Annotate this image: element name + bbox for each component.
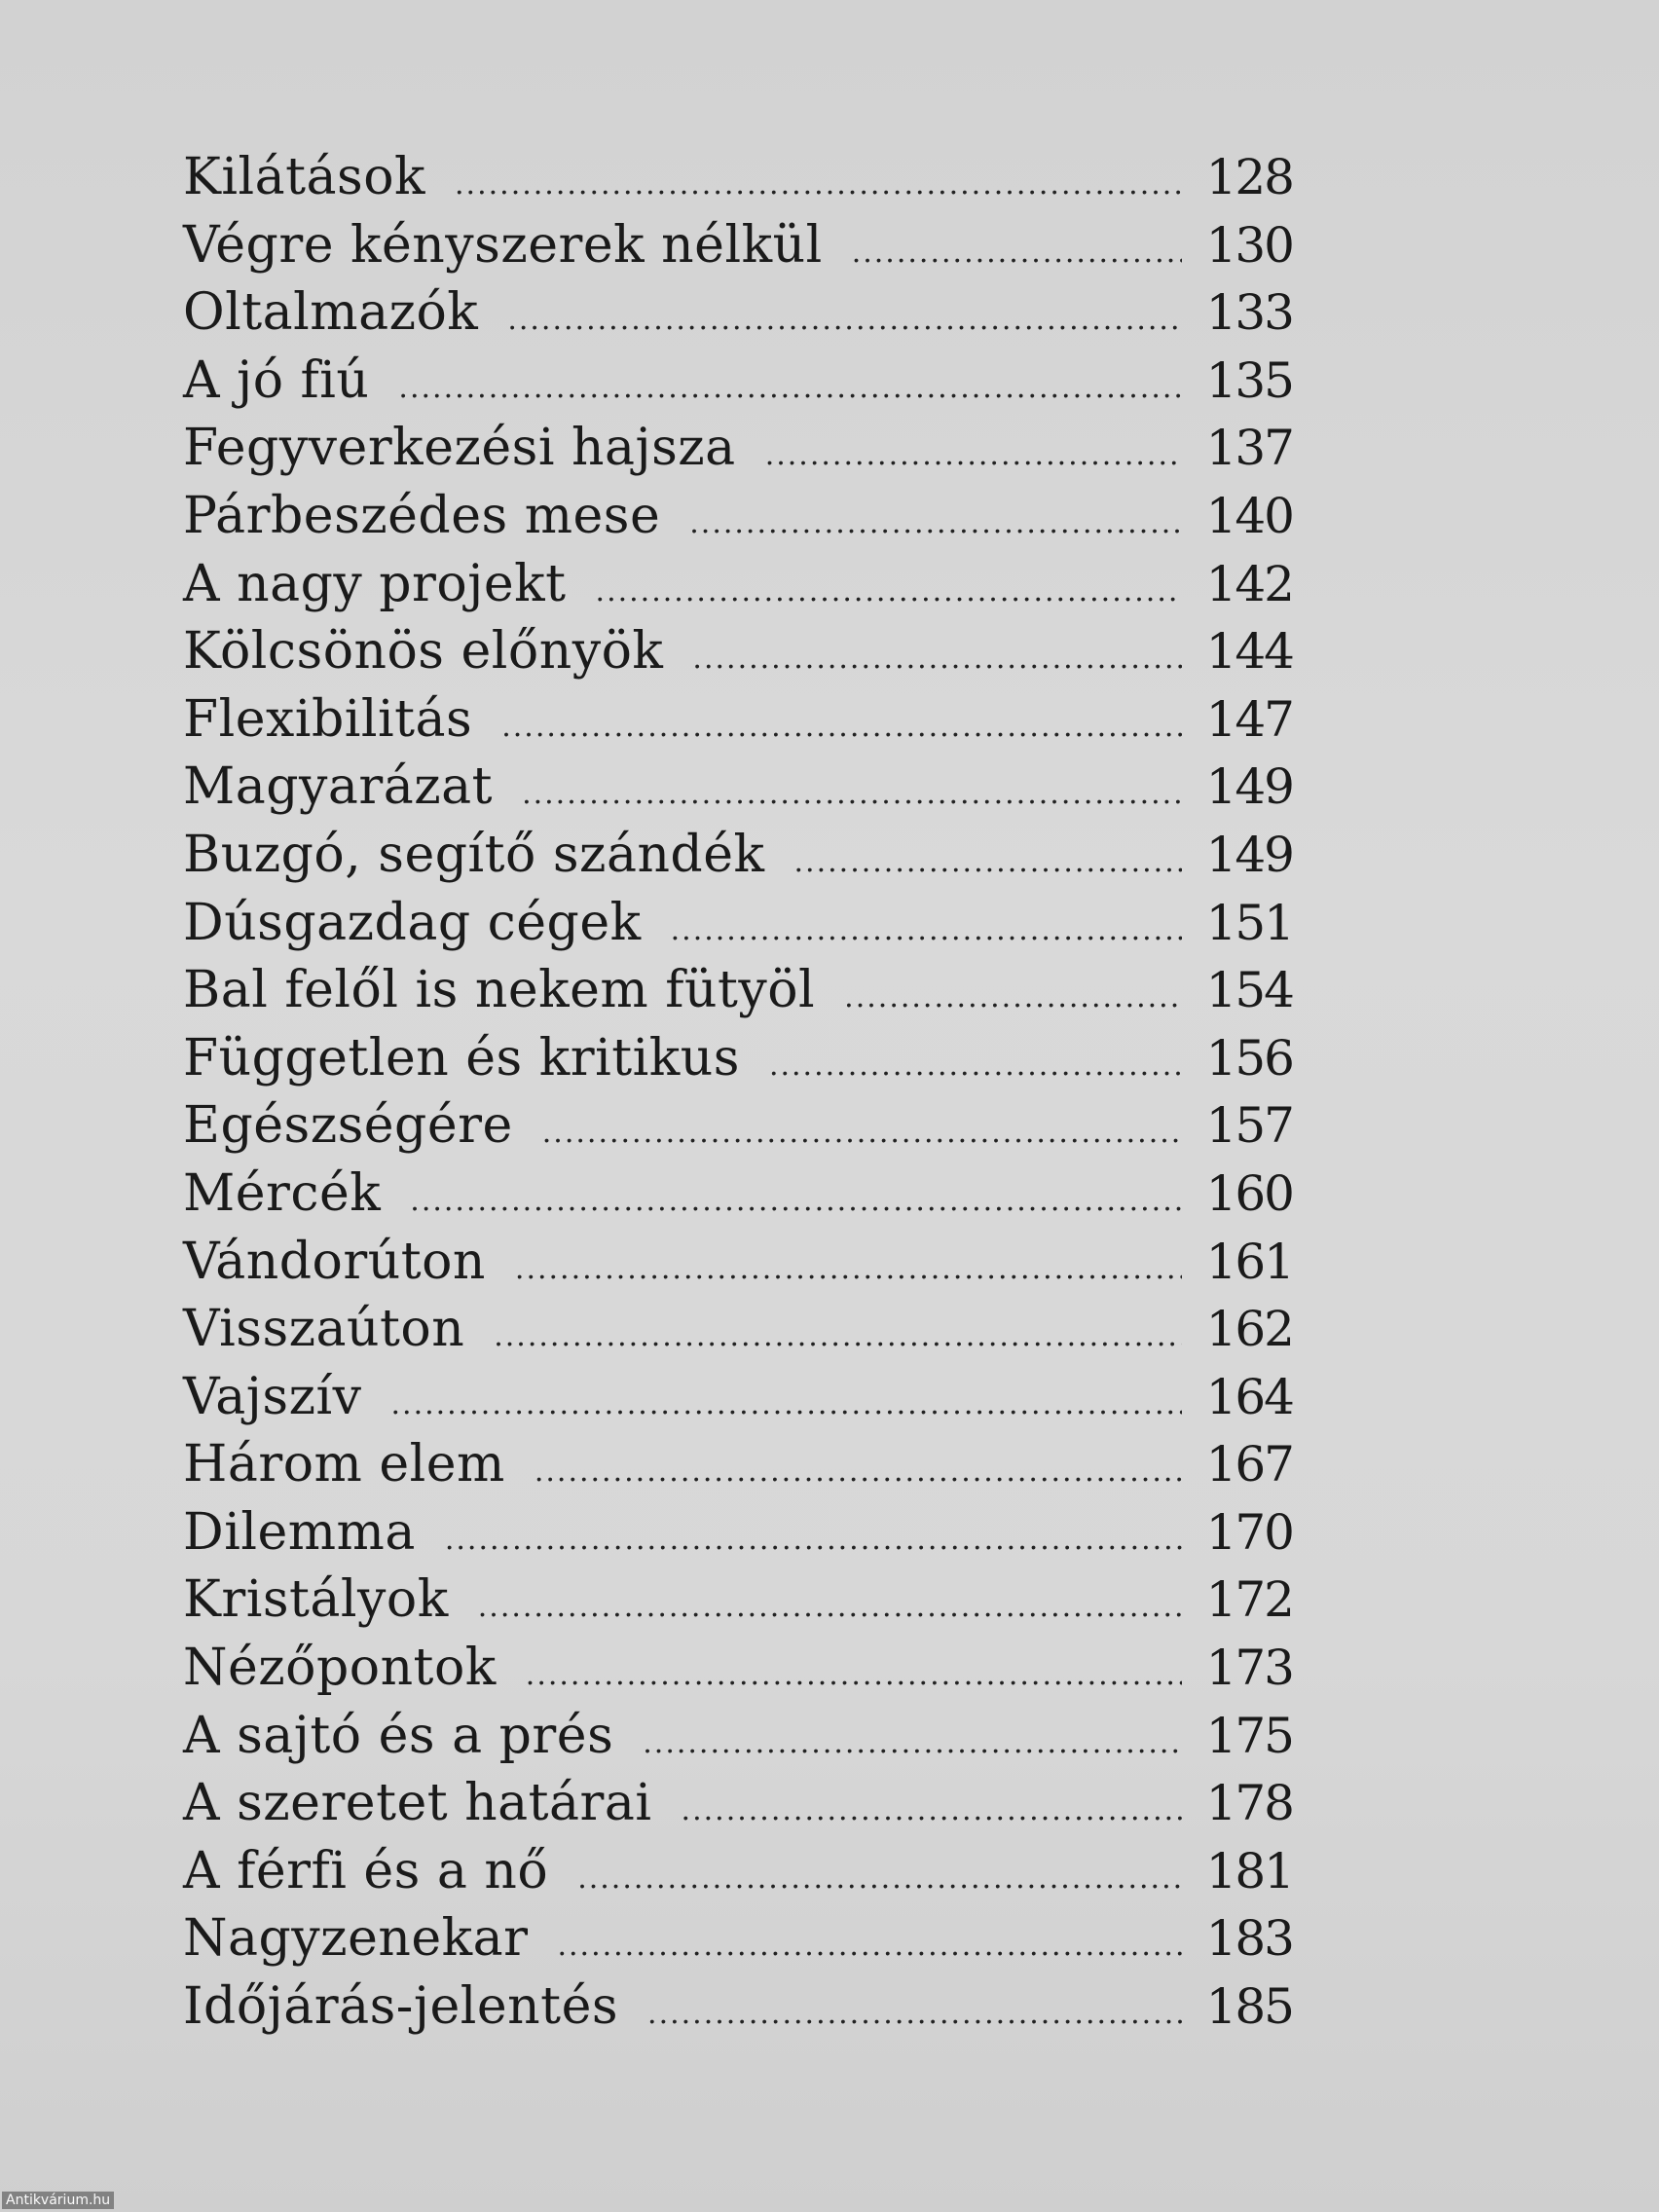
- toc-entry: [183, 1567, 1293, 1635]
- toc-entry-page-number: 172: [1205, 1571, 1293, 1629]
- toc-entry-title: Bal felől is nekem fütyöl: [183, 961, 816, 1020]
- toc-entry: [183, 686, 1293, 755]
- toc-entry-page-number: 175: [1205, 1707, 1293, 1764]
- toc-entry-dot-leader: [692, 625, 1182, 693]
- toc-entry-page-number: 142: [1205, 555, 1293, 612]
- toc-entry-dot-leader: [515, 1235, 1182, 1304]
- toc-entry-title: Visszaúton: [183, 1300, 465, 1359]
- toc-entry-page-number: 140: [1205, 487, 1293, 544]
- toc-entry-title: Időjárás-jelentés: [183, 1977, 619, 2037]
- toc-entry: [183, 1499, 1293, 1567]
- toc-entry-dot-leader: [671, 897, 1182, 965]
- toc-entry-dot-leader: [526, 1641, 1182, 1710]
- toc-entry: [183, 1229, 1293, 1297]
- toc-entry-page-number: 128: [1205, 149, 1293, 205]
- toc-entry-page-number: 151: [1205, 894, 1293, 951]
- toc-entry-title: A nagy projekt: [183, 554, 567, 613]
- toc-entry-page-number: 167: [1205, 1436, 1293, 1493]
- toc-entry: [183, 957, 1293, 1025]
- toc-entry-title: A szeretet határai: [183, 1774, 652, 1833]
- toc-entry-dot-leader: [769, 1032, 1182, 1100]
- toc-entry-title: Fegyverkezési hajsza: [183, 419, 736, 478]
- toc-entry: [183, 1703, 1293, 1771]
- toc-entry-title: Dúsgazdag cégek: [183, 893, 642, 952]
- toc-entry-dot-leader: [577, 1845, 1182, 1913]
- toc-entry: [183, 551, 1293, 619]
- toc-entry: [183, 1635, 1293, 1703]
- toc-entry: [183, 618, 1293, 686]
- toc-entry-title: A sajtó és a prés: [183, 1706, 614, 1765]
- toc-entry-title: Dilemma: [183, 1502, 416, 1562]
- toc-entry-dot-leader: [794, 829, 1182, 897]
- toc-entry-page-number: 149: [1205, 758, 1293, 816]
- toc-entry: [183, 144, 1293, 212]
- toc-entry: [183, 1296, 1293, 1364]
- toc-entry: [183, 1905, 1293, 1973]
- toc-entry: [183, 1838, 1293, 1906]
- toc-entry: [183, 754, 1293, 822]
- toc-entry-dot-leader: [596, 558, 1182, 626]
- toc-entry-title: A jó fiú: [183, 350, 370, 410]
- toc-entry-dot-leader: [689, 490, 1182, 558]
- toc-entry: [183, 890, 1293, 958]
- toc-entry: [183, 1092, 1293, 1161]
- toc-entry-title: Független és kritikus: [183, 1028, 740, 1088]
- toc-entry-title: Flexibilitás: [183, 689, 473, 749]
- toc-entry-dot-leader: [647, 1980, 1182, 2048]
- toc-entry-dot-leader: [501, 693, 1182, 761]
- toc-entry: [183, 1973, 1293, 2042]
- toc-entry-page-number: 183: [1205, 1910, 1293, 1968]
- toc-entry: [183, 483, 1293, 551]
- toc-entry: [183, 279, 1293, 348]
- toc-entry-page-number: 173: [1205, 1640, 1293, 1697]
- toc-entry-page-number: 161: [1205, 1233, 1293, 1290]
- toc-entry-page-number: 160: [1205, 1164, 1293, 1222]
- toc-entry-page-number: 130: [1205, 216, 1293, 274]
- toc-entry-title: Kilátások: [183, 148, 426, 206]
- toc-entry-page-number: 133: [1205, 284, 1293, 342]
- toc-entry-dot-leader: [542, 1099, 1182, 1167]
- toc-entry-page-number: 181: [1205, 1842, 1293, 1899]
- toc-entry-page-number: 154: [1205, 962, 1293, 1019]
- toc-entry-page-number: 149: [1205, 826, 1293, 883]
- toc-entry-page-number: 157: [1205, 1097, 1293, 1155]
- table-of-contents: [183, 144, 1293, 2042]
- toc-entry-dot-leader: [478, 1573, 1182, 1641]
- toc-entry: [183, 1025, 1293, 1093]
- toc-entry: [183, 212, 1293, 280]
- toc-entry: [183, 348, 1293, 416]
- toc-entry: [183, 1161, 1293, 1229]
- toc-entry: [183, 415, 1293, 483]
- watermark: Antikvárium.hu: [2, 2192, 114, 2209]
- toc-entry-page-number: 178: [1205, 1775, 1293, 1832]
- toc-entry-title: Vajszív: [183, 1367, 362, 1426]
- toc-entry-dot-leader: [455, 151, 1182, 219]
- toc-entry-dot-leader: [682, 1777, 1182, 1845]
- toc-entry-title: Nézőpontok: [183, 1639, 497, 1698]
- toc-entry-page-number: 170: [1205, 1503, 1293, 1561]
- toc-entry-dot-leader: [557, 1912, 1182, 1980]
- toc-entry: [183, 1431, 1293, 1499]
- toc-entry-dot-leader: [391, 1371, 1183, 1439]
- toc-entry-title: Buzgó, segítő szándék: [183, 825, 765, 884]
- toc-entry-page-number: 185: [1205, 1978, 1293, 2036]
- toc-entry-dot-leader: [844, 964, 1182, 1032]
- toc-entry-page-number: 156: [1205, 1029, 1293, 1087]
- toc-entry: [183, 1770, 1293, 1838]
- toc-entry-title: Végre kényszerek nélkül: [183, 215, 823, 275]
- toc-entry-page-number: 137: [1205, 420, 1293, 477]
- toc-entry-dot-leader: [410, 1167, 1182, 1235]
- toc-entry-dot-leader: [852, 219, 1182, 287]
- toc-entry-dot-leader: [643, 1710, 1182, 1778]
- toc-entry-page-number: 147: [1205, 690, 1293, 748]
- toc-entry-page-number: 162: [1205, 1301, 1293, 1358]
- toc-entry-title: Egészségére: [183, 1096, 513, 1156]
- toc-entry-dot-leader: [445, 1506, 1182, 1574]
- toc-entry-title: Magyarázat: [183, 757, 494, 817]
- toc-entry-dot-leader: [535, 1438, 1182, 1506]
- toc-entry-title: Mércék: [183, 1163, 382, 1223]
- toc-entry-dot-leader: [507, 286, 1182, 354]
- toc-entry-title: A férfi és a nő: [183, 1841, 549, 1900]
- toc-entry-dot-leader: [765, 422, 1182, 490]
- toc-entry-title: Vándorúton: [183, 1232, 486, 1291]
- toc-entry-dot-leader: [494, 1303, 1182, 1371]
- toc-entry-title: Három elem: [183, 1435, 505, 1494]
- toc-entry-page-number: 144: [1205, 623, 1293, 681]
- toc-entry-title: Oltalmazók: [183, 283, 479, 343]
- toc-entry-dot-leader: [398, 354, 1182, 423]
- toc-entry: [183, 1364, 1293, 1432]
- toc-entry: [183, 822, 1293, 890]
- toc-entry-page-number: 135: [1205, 351, 1293, 409]
- toc-entry-title: Nagyzenekar: [183, 1909, 529, 1969]
- toc-entry-title: Kölcsönös előnyök: [183, 622, 664, 682]
- toc-entry-title: Kristályok: [183, 1570, 449, 1630]
- toc-entry-page-number: 164: [1205, 1368, 1293, 1425]
- toc-entry-dot-leader: [522, 760, 1182, 829]
- toc-entry-title: Párbeszédes mese: [183, 486, 661, 545]
